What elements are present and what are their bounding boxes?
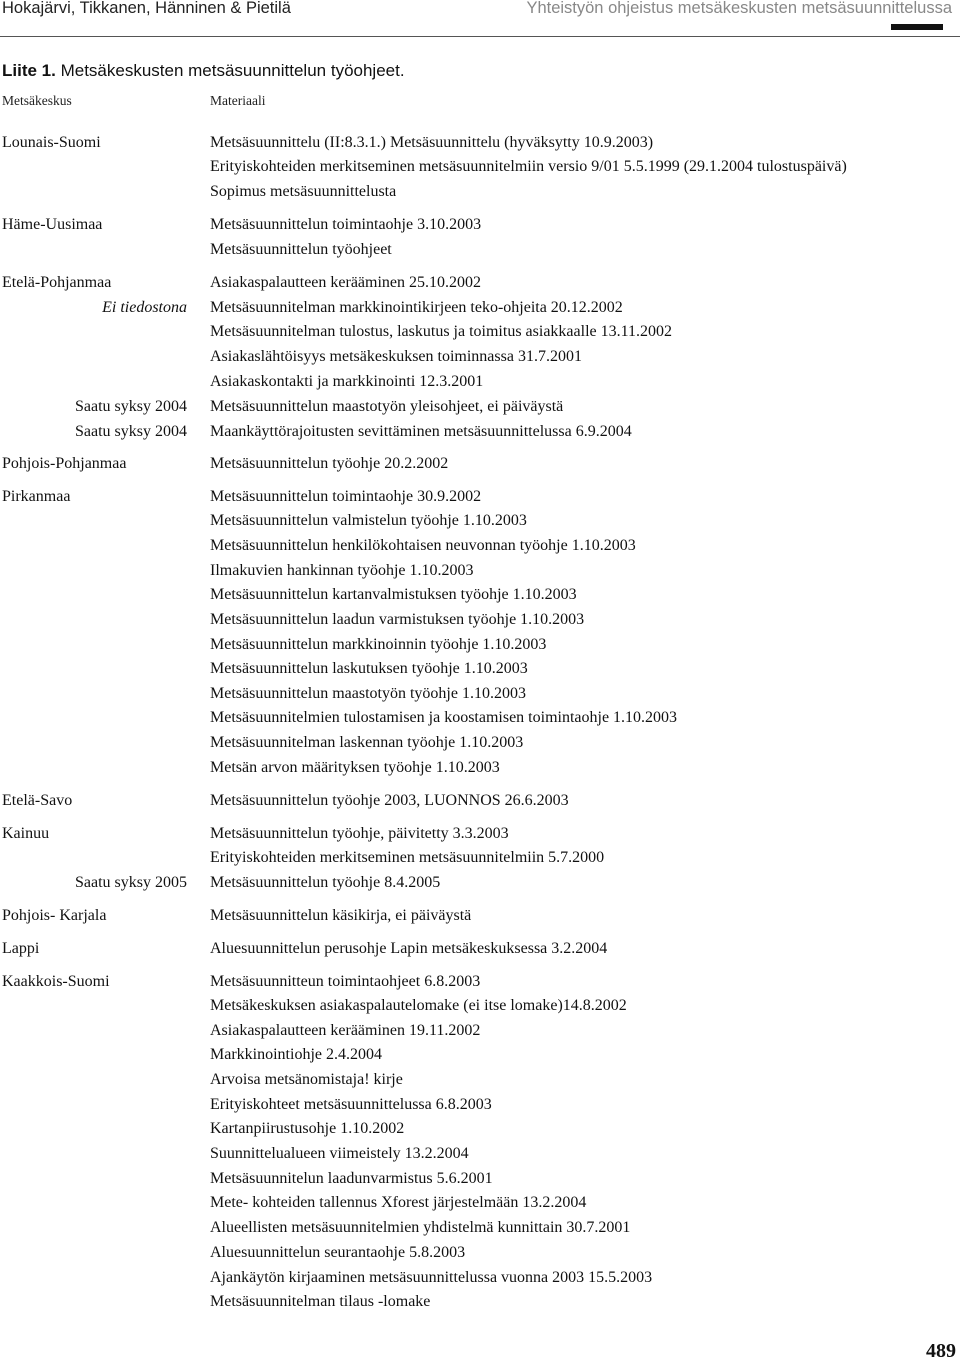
material-item: Metsäsuunnittelu (II:8.3.1.) Metsäsuunnittelu (hyväksytty 10.9.2003) xyxy=(210,134,654,151)
forest-centre-label: Kaakkois-Suomi xyxy=(2,973,110,990)
material-item: Ajankäytön kirjaaminen metsäsuunnittelussa vuonna 2003 15.5.2003 xyxy=(210,1269,653,1286)
appendix-number: Liite 1. xyxy=(2,61,56,80)
material-item: Metsäsuunnittelun laadun varmistuksen työohje 1.10.2003 xyxy=(210,611,585,628)
material-item: Metsäsuunnittelun valmistelun työohje 1.10.2003 xyxy=(210,512,527,529)
table-row xyxy=(0,873,960,897)
table-row xyxy=(0,1095,960,1119)
material-item: Metsäsuunnittelun toimintaohje 3.10.2003 xyxy=(210,216,482,233)
column-header-material: Materiaali xyxy=(210,93,266,108)
table-row xyxy=(0,1292,960,1316)
table-row xyxy=(0,157,960,181)
forest-centre-label: Saatu syksy 2005 xyxy=(75,874,187,891)
table-row xyxy=(0,1144,960,1168)
material-item: Metsäsuunnitelman laskennan työohje 1.10.2003 xyxy=(210,734,524,751)
material-item: Metsäsuunnittelun henkilökohtaisen neuvonnan työohje 1.10.2003 xyxy=(210,537,636,554)
forest-centre-label: Saatu syksy 2004 xyxy=(75,423,187,440)
material-item: Metsäsuunnittelun laskutuksen työohje 1.10.2003 xyxy=(210,660,528,677)
table-row xyxy=(0,298,960,322)
appendix-title-text: Metsäkeskusten metsäsuunnittelun työohjeet. xyxy=(55,61,405,80)
header-authors: Hokajärvi, Tikkanen, Hänninen & Pietilä xyxy=(2,0,291,17)
material-item: Metsäsuunnittelun työohje 2003, LUONNOS 26.6.2003 xyxy=(210,792,569,809)
table-row xyxy=(0,733,960,757)
material-item: Metsän arvon määrityksen työohje 1.10.2003 xyxy=(210,759,500,776)
material-item: Markkinointiohje 2.4.2004 xyxy=(210,1046,382,1063)
forest-centre-label: Pohjois-Pohjanmaa xyxy=(2,455,127,472)
material-item: Metsäkeskuksen asiakaspalautelomake (ei itse lomake)14.8.2002 xyxy=(210,997,627,1014)
table-row xyxy=(0,536,960,560)
table-row xyxy=(0,511,960,535)
table-row xyxy=(0,1045,960,1069)
page-number: 489 xyxy=(926,1340,956,1362)
material-item: Suunnittelualueen viimeistely 13.2.2004 xyxy=(210,1145,469,1162)
material-item: Sopimus metsäsuunnittelusta xyxy=(210,183,397,200)
running-header xyxy=(0,0,960,30)
table-row xyxy=(0,454,960,478)
table-row xyxy=(0,791,960,815)
material-item: Metsäsuunnittelun työohje 8.4.2005 xyxy=(210,874,441,891)
material-item: Metsäsuunnitelman markkinointikirjeen teko-ohjeita 20.12.2002 xyxy=(210,299,623,316)
forest-centre-label: Etelä-Pohjanmaa xyxy=(2,274,112,291)
table-row xyxy=(0,422,960,446)
material-item: Maankäyttörajoitusten sevittäminen metsäsuunnittelussa 6.9.2004 xyxy=(210,423,632,440)
table-row xyxy=(0,347,960,371)
forest-centre-label: Kainuu xyxy=(2,825,50,842)
table-row xyxy=(0,133,960,157)
table-row xyxy=(0,240,960,264)
table-row xyxy=(0,1070,960,1094)
material-item: Asiakaspalautteen kerääminen 19.11.2002 xyxy=(210,1022,481,1039)
table-row xyxy=(0,1218,960,1242)
table-row xyxy=(0,1193,960,1217)
column-header-forest-centre: Metsäkeskus xyxy=(2,93,72,108)
table-row xyxy=(0,1169,960,1193)
header-decorative-bar xyxy=(891,24,943,30)
material-item: Metsäsuunnitteun toimintaohjeet 6.8.2003 xyxy=(210,973,481,990)
table-row xyxy=(0,372,960,396)
forest-centre-label: Etelä-Savo xyxy=(2,792,73,809)
table-row xyxy=(0,610,960,634)
material-item: Metsäsuunnitelman tilaus -lomake xyxy=(210,1293,431,1310)
table-row xyxy=(0,708,960,732)
table-row xyxy=(0,1243,960,1267)
material-item: Kartanpiirustusohje 1.10.2002 xyxy=(210,1120,405,1137)
material-item: Ilmakuvien hankinnan työohje 1.10.2003 xyxy=(210,562,474,579)
table-row xyxy=(0,1119,960,1143)
forest-centre-label: Saatu syksy 2004 xyxy=(75,398,187,415)
table-row xyxy=(0,939,960,963)
table-row xyxy=(0,215,960,239)
forest-centre-label: Lappi xyxy=(2,940,40,957)
table-row xyxy=(0,182,960,206)
material-item: Metsäsuunnittelun käsikirja, ei päiväystä xyxy=(210,907,472,924)
material-item: Mete- kohteiden tallennus Xforest järjestelmään 13.2.2004 xyxy=(210,1194,587,1211)
material-item: Metsäsuunnitelun laadunvarmistus 5.6.2001 xyxy=(210,1170,493,1187)
material-item: Metsäsuunnittelun markkinoinnin työohje 1.10.2003 xyxy=(210,636,547,653)
table-row xyxy=(0,824,960,848)
table-row xyxy=(0,585,960,609)
table-row xyxy=(0,635,960,659)
table-row xyxy=(0,972,960,996)
material-item: Arvoisa metsänomistaja! kirje xyxy=(210,1071,403,1088)
material-item: Metsäsuunnittelun toimintaohje 30.9.2002 xyxy=(210,488,482,505)
table-row xyxy=(0,487,960,511)
material-item: Asiakaspalautteen kerääminen 25.10.2002 xyxy=(210,274,482,291)
material-item: Aluesuunnittelun perusohje Lapin metsäkeskuksessa 3.2.2004 xyxy=(210,940,608,957)
table-row xyxy=(0,1268,960,1292)
table-row xyxy=(0,273,960,297)
material-item: Metsäsuunnittelun kartanvalmistuksen työohje 1.10.2003 xyxy=(210,586,577,603)
material-item: Metsäsuunnittelun työohje 20.2.2002 xyxy=(210,455,449,472)
appendix-title xyxy=(2,61,405,81)
table-row xyxy=(0,1021,960,1045)
material-item: Metsäsuunnittelun työohjeet xyxy=(210,241,392,258)
material-item: Asiakaslähtöisyys metsäkeskuksen toiminnassa 31.7.2001 xyxy=(210,348,582,365)
table-row xyxy=(0,561,960,585)
table-row xyxy=(0,322,960,346)
forest-centre-label: Pohjois- Karjala xyxy=(2,907,107,924)
header-article-title: Yhteistyön ohjeistus metsäkeskusten metsäsuunnittelussa xyxy=(526,0,952,17)
table-row xyxy=(0,996,960,1020)
material-item: Aluesuunnittelun seurantaohje 5.8.2003 xyxy=(210,1244,466,1261)
material-item: Metsäsuunnitelman tulostus, laskutus ja toimitus asiakkaalle 13.11.2002 xyxy=(210,323,673,340)
table-row xyxy=(0,397,960,421)
material-item: Metsäsuunnittelun maastotyön yleisohjeet, ei päiväystä xyxy=(210,398,564,415)
table-row xyxy=(0,758,960,782)
table-row xyxy=(0,906,960,930)
forest-centre-label: Häme-Uusimaa xyxy=(2,216,103,233)
material-item: Metsäsuunnittelun maastotyön työohje 1.10.2003 xyxy=(210,685,526,702)
header-divider xyxy=(0,36,960,37)
material-item: Erityiskohteet metsäsuunnittelussa 6.8.2003 xyxy=(210,1096,492,1113)
material-item: Erityiskohteiden merkitseminen metsäsuunnitelmiin versio 9/01 5.5.1999 (29.1.2004 tulostuspäivä) xyxy=(210,158,847,175)
table-row xyxy=(0,848,960,872)
material-item: Alueellisten metsäsuunnitelmien yhdistelmä kunnittain 30.7.2001 xyxy=(210,1219,631,1236)
table-row xyxy=(0,684,960,708)
material-item: Erityiskohteiden merkitseminen metsäsuunnitelmiin 5.7.2000 xyxy=(210,849,605,866)
material-item: Asiakaskontakti ja markkinointi 12.3.2001 xyxy=(210,373,484,390)
forest-centre-label: Pirkanmaa xyxy=(2,488,71,505)
material-item: Metsäsuunnitelmien tulostamisen ja koostamisen toimintaohje 1.10.2003 xyxy=(210,709,678,726)
table-row xyxy=(0,659,960,683)
forest-centre-label: Ei tiedostona xyxy=(102,299,187,316)
material-item: Metsäsuunnittelun työohje, päivitetty 3.3.2003 xyxy=(210,825,509,842)
forest-centre-label: Lounais-Suomi xyxy=(2,134,101,151)
